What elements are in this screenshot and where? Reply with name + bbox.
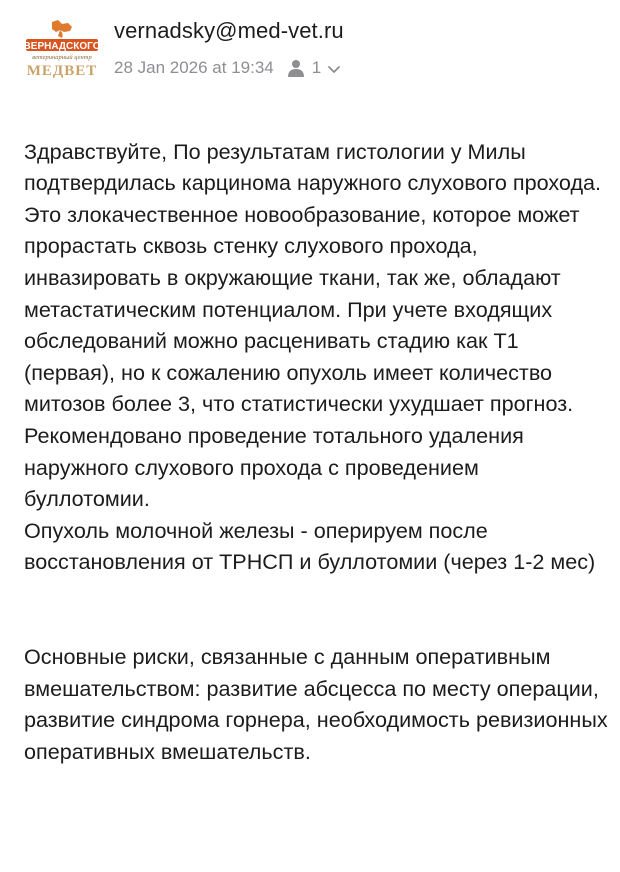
chevron-down-icon[interactable] <box>327 61 341 75</box>
message-header <box>20 14 610 78</box>
recipients-count[interactable]: 1 <box>311 58 322 77</box>
message-meta <box>114 58 341 78</box>
svg-text:ветеринарный центр: ветеринарный центр <box>32 54 92 61</box>
svg-text:ВЕРНАДСКОГО: ВЕРНАДСКОГО <box>24 41 100 52</box>
svg-text:МЕДВЕТ: МЕДВЕТ <box>26 63 98 79</box>
message-paragraph: Основные риски, связанные с данным оперативным вмешательством: развитие абсцесса по месту операции, развитие синдрома горнера, необходимость ревизионных оперативных вмешательств. <box>24 644 608 764</box>
person-icon[interactable] <box>286 58 306 78</box>
sender-address[interactable]: vernadsky@med-vet.ru <box>114 18 344 43</box>
clinic-logo <box>24 18 100 80</box>
message-paragraph: Здравствуйте, По результатам гистологии у Милы подтвердилась карцинома наружного слухового прохода. Это злокачественное новообразование, которое может прорастать сквозь стенку слухового прохода, инвазировать в окружающие ткани, так же, обладают метастатическим потенциалом. При учете входящих обследований можно расценивать стадию как Т1 (первая), но к сожалению опухоль имеет количество митозов более 3, что статистически ухудшает прогноз. Рекомендовано проведение тотального удаления наружного слухового прохода с проведением буллотомии. Опухоль молочной железы - оперируем после восстановления от ТРНСП и буллотомии (через 1-2 мес) <box>24 138 602 575</box>
sender-avatar[interactable] <box>24 18 100 80</box>
message-date: 28 Jan 2026 at 19:34 <box>114 58 274 77</box>
message-body <box>24 104 609 799</box>
